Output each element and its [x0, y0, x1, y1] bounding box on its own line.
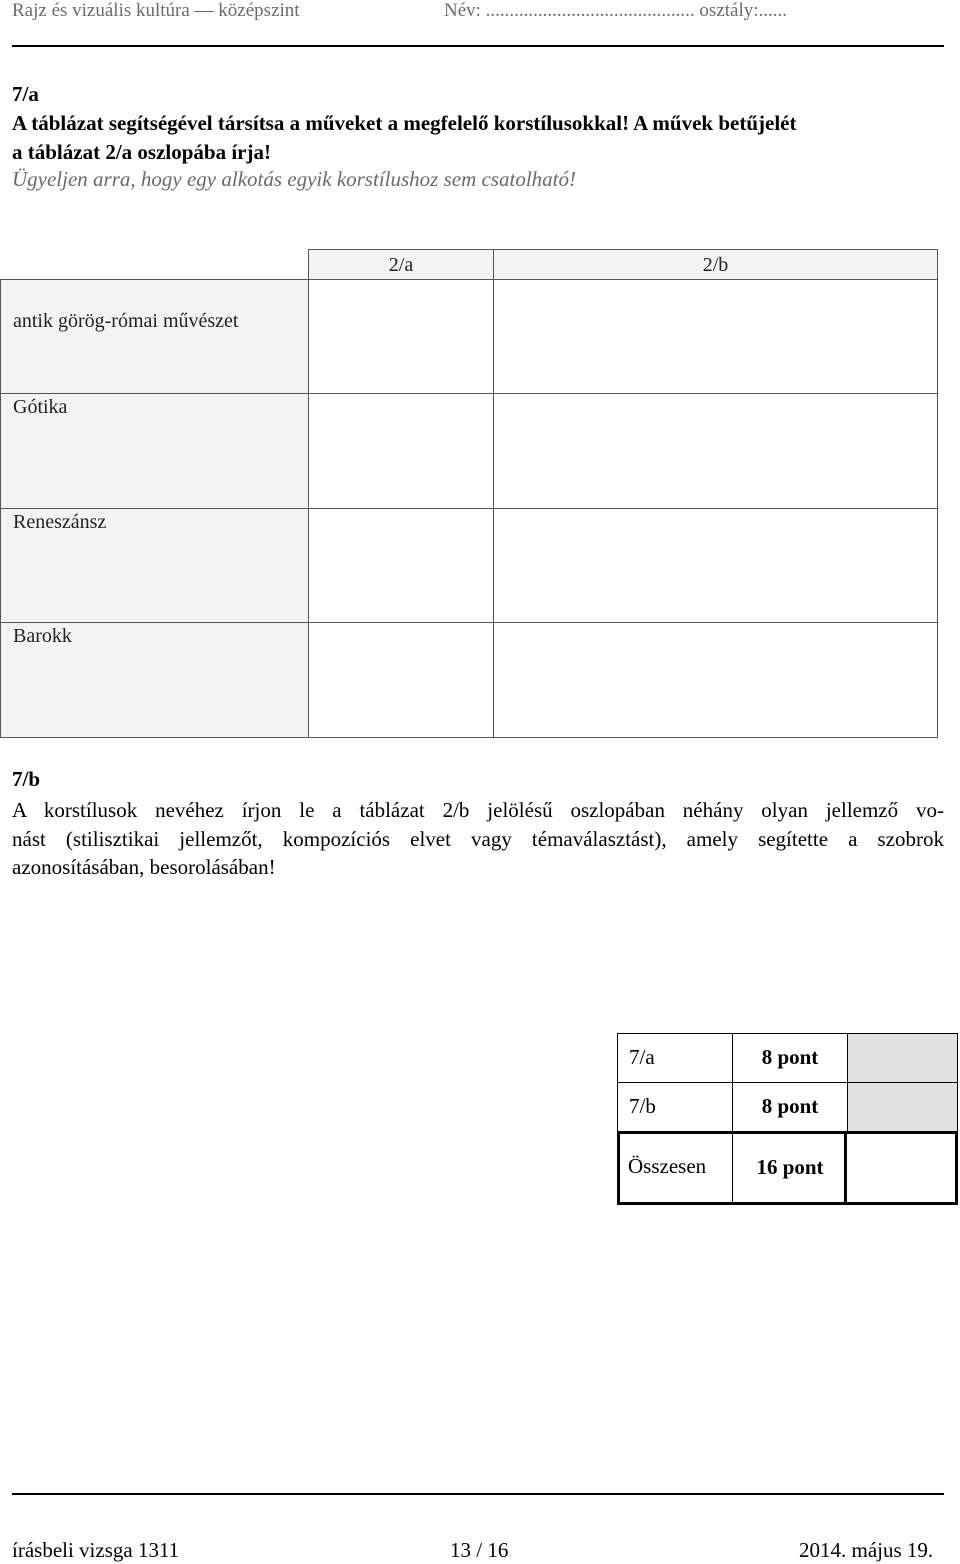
task-b-paragraph — [12, 796, 944, 882]
task-b-line1: A korstílusok nevéhez írjon le a táblázat 2/b jelölésű oszlopában néhány olyan jellemző vo- — [12, 798, 944, 822]
score-points-b: 8 pont — [732, 1082, 848, 1132]
answer-a-gothic[interactable] — [308, 393, 494, 509]
answer-b-baroque[interactable] — [493, 622, 938, 738]
header-name-field: Név: ............................................ osztály:...... — [444, 0, 788, 21]
header-rule — [12, 45, 944, 47]
header-subject: Rajz és vizuális kultúra — középszint — [12, 0, 300, 21]
style-label-antique: antik görög-római művészet — [13, 310, 239, 332]
task-b-line2: nást (stilisztikai jellemzőt, kompozíciós elvet vagy témaválasztást), amely segítette a szobrok — [12, 826, 944, 851]
task-a-instruction-line2: a táblázat 2/a oszlopába írja! — [12, 140, 271, 164]
style-table — [0, 249, 938, 738]
footer-exam: írásbeli vizsga 1311 — [12, 1538, 180, 1562]
style-cell-renaissance — [0, 508, 309, 623]
score-earned-a[interactable] — [847, 1033, 958, 1083]
answer-a-antique[interactable] — [308, 279, 494, 394]
footer-page-number: 13 / 16 — [450, 1538, 509, 1562]
answer-b-renaissance[interactable] — [493, 508, 938, 623]
task-a-note: Ügyeljen arra, hogy egy alkotás egyik korstílushoz sem csatolható! — [12, 167, 576, 191]
score-table — [617, 1033, 958, 1205]
score-total-label: Összesen — [617, 1131, 733, 1205]
task-b-label: 7/b — [12, 767, 41, 791]
task-a-label: 7/a — [12, 82, 39, 106]
score-total-points: 16 pont — [756, 1155, 824, 1179]
task-a-instruction-line1: A táblázat segítségével társítsa a műveket a megfelelő korstílusokkal! A művek betűjelét — [12, 111, 797, 135]
score-task-b: 7/b — [617, 1082, 733, 1132]
score-points-a: 8 pont — [732, 1033, 848, 1083]
task-b-line3: azonosításában, besorolásában! — [12, 855, 276, 879]
score-total-earned[interactable] — [844, 1131, 958, 1205]
style-label-gothic: Gótika — [13, 396, 68, 418]
style-label-baroque: Barokk — [13, 625, 72, 647]
answer-a-renaissance[interactable] — [308, 508, 494, 623]
score-task-a: 7/a — [617, 1033, 733, 1083]
col-a-header: 2/a — [308, 249, 494, 280]
style-cell-antique — [0, 279, 309, 394]
footer-rule — [12, 1493, 944, 1495]
style-cell-baroque — [0, 622, 309, 738]
answer-a-baroque[interactable] — [308, 622, 494, 738]
score-earned-b[interactable] — [847, 1082, 958, 1132]
col-b-header: 2/b — [493, 249, 938, 280]
answer-b-gothic[interactable] — [493, 393, 938, 509]
answer-b-antique[interactable] — [493, 279, 938, 394]
style-label-renaissance: Reneszánsz — [13, 511, 107, 533]
style-cell-gothic — [0, 393, 309, 509]
footer-date: 2014. május 19. — [799, 1538, 934, 1562]
